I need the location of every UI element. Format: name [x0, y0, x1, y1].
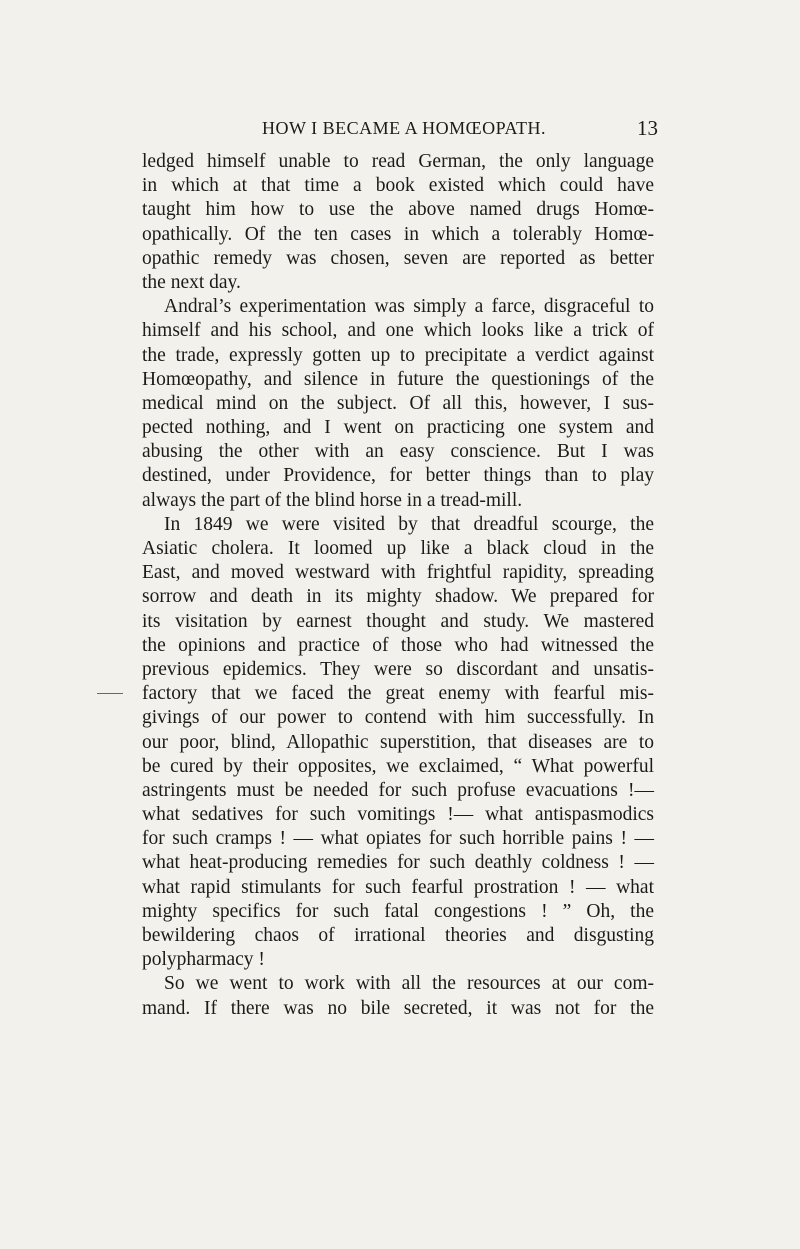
text-line: Asiatic cholera. It loomed up like a black cloud in the — [142, 538, 654, 559]
text-line: previous epidemics. They were so discordant and unsatis- — [142, 658, 654, 680]
text-line: In 1849 we were visited by that dreadful scourge, the — [164, 513, 654, 535]
text-line: himself and his school, and one which looks like a trick of — [142, 320, 654, 342]
text-line: mand. If there was no bile secreted, it was not for the — [142, 997, 654, 1019]
text-line: givings of our power to contend with him successfully. In — [142, 707, 654, 729]
text-line: Andral’s experimentation was simply a farce, disgraceful to — [164, 296, 654, 318]
text-line: polypharmacy ! — [142, 949, 265, 971]
text-line: opathic remedy was chosen, seven are reported as better — [142, 247, 654, 269]
text-line: what rapid stimulants for such fearful prostration ! — what — [142, 876, 654, 898]
text-line: pected nothing, and I went on practicing one system and — [142, 417, 654, 439]
text-line: opathically. Of the ten cases in which a tolerably Homœ- — [142, 223, 654, 245]
text-line: our poor, blind, Allopathic superstition, that diseases are to — [142, 731, 654, 753]
text-line: East, and moved westward with frightful rapidity, spreading — [142, 562, 654, 584]
text-line: bewildering chaos of irrational theories and disgusting — [142, 925, 654, 946]
text-line: its visitation by earnest thought and study. We mastered — [142, 610, 654, 632]
page-number: 13 — [637, 116, 658, 140]
text-line: always the part of the blind horse in a tread-mill. — [142, 489, 523, 511]
text-line: the trade, expressly gotten up to precipitate a verdict against — [142, 344, 654, 366]
text-line: the opinions and practice of those who had witnessed the — [142, 634, 654, 656]
running-head-title: HOW I BECAME A HOMŒOPATH. — [262, 118, 547, 138]
text-line: be cured by their opposites, we exclaimed, “ What powerful — [142, 755, 654, 777]
text-line: ledged himself unable to read German, the only language — [142, 151, 654, 172]
text-line: factory that we faced the great enemy with fearful mis- — [142, 683, 654, 705]
text-line: what heat-producing remedies for such deathly coldness ! — — [142, 852, 654, 874]
text-line: taught him how to use the above named drugs Homœ- — [142, 199, 654, 221]
text-line: in which at that time a book existed which could have — [142, 175, 654, 197]
text-line: Homœopathy, and silence in future the questionings of the — [142, 368, 654, 390]
text-line: astringents must be needed for such profuse evacuations !— — [142, 779, 654, 801]
text-line: mighty specifics for such fatal congestions ! ” Oh, the — [142, 900, 654, 922]
text-line: medical mind on the subject. Of all this, however, I sus- — [142, 392, 654, 414]
body-text — [142, 150, 654, 1021]
margin-mark — [97, 693, 123, 694]
text-line: So we went to work with all the resources at our com- — [164, 973, 654, 995]
text-line: what sedatives for such vomitings !— what antispasmodics — [142, 804, 654, 826]
text-line: destined, under Providence, for better things than to play — [142, 465, 654, 487]
text-line: abusing the other with an easy conscience. But I was — [142, 441, 654, 463]
text-line: for such cramps ! — what opiates for such horrible pains ! — — [142, 828, 654, 850]
text-line: the next day. — [142, 271, 241, 293]
text-line: sorrow and death in its mighty shadow. We prepared for — [142, 586, 654, 608]
